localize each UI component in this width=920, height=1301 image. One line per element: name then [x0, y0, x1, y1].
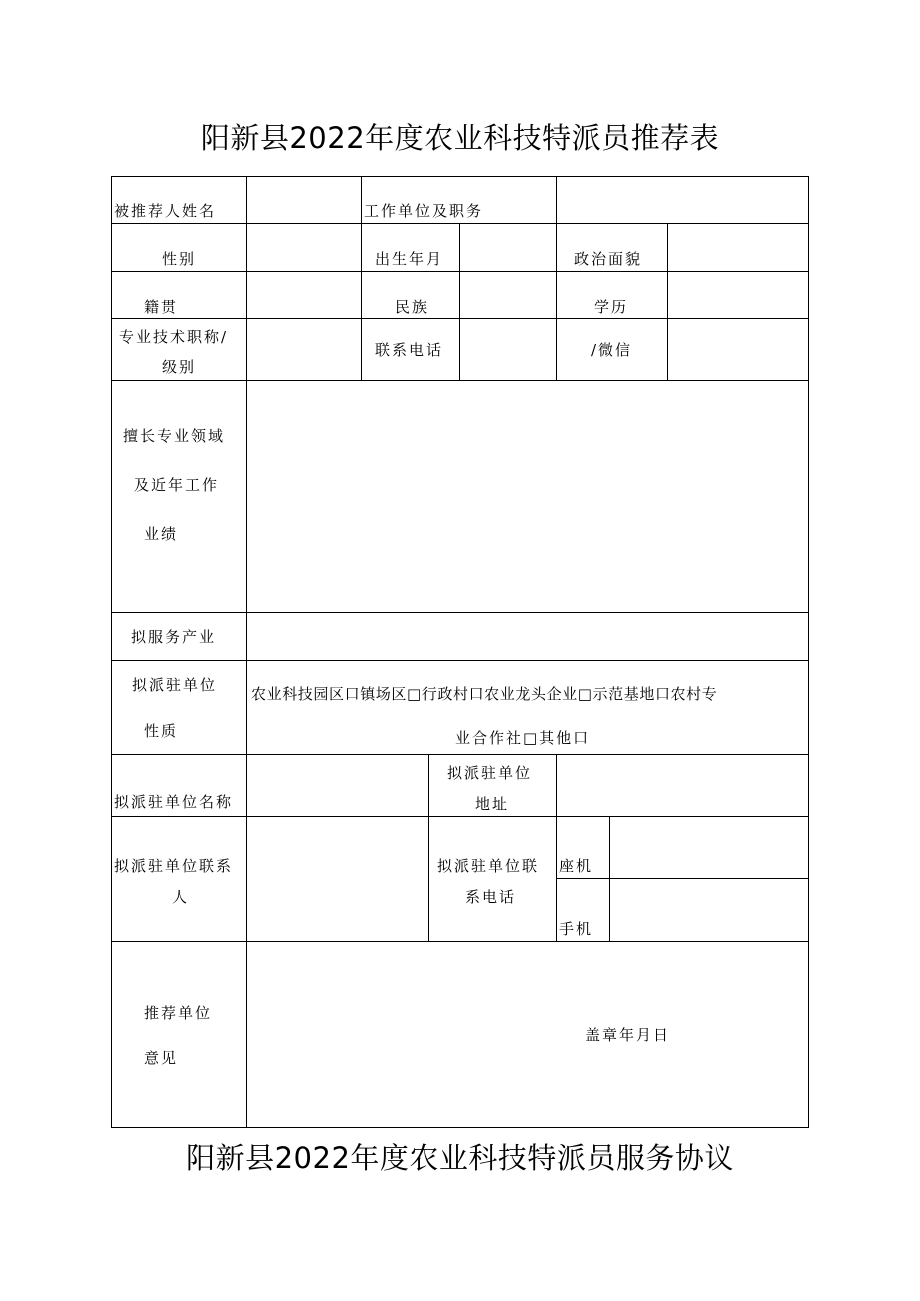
agreement-title: 阳新县2022年度农业科技特派员服务协议 — [186, 1141, 734, 1175]
table-line — [111, 754, 809, 755]
label-unit-address: 地址 — [475, 795, 510, 813]
table-line — [111, 176, 809, 177]
table-line — [111, 318, 809, 319]
label-mobile: 手机 — [559, 920, 594, 938]
label-wechat: /微信 — [591, 341, 633, 359]
table-line — [361, 176, 362, 381]
form-title: 阳新县2022年度农业科技特派员推荐表 — [200, 121, 720, 155]
label-unit-nature: 性质 — [144, 722, 179, 740]
table-line — [111, 1127, 809, 1128]
unit-nature-options: 农业科技园区口镇场区□行政村口农业龙头企业□示范基地口农村专 — [251, 685, 718, 703]
label-expertise: 及近年工作 — [134, 476, 220, 494]
label-political: 政治面貌 — [574, 250, 643, 268]
label-native-place: 籍贯 — [144, 298, 179, 316]
table-line — [246, 176, 247, 1128]
label-prof-level: 级别 — [162, 358, 197, 376]
label-landline: 座机 — [559, 857, 594, 875]
label-phone: 联系电话 — [375, 341, 444, 359]
label-unit-phone: 系电话 — [465, 888, 517, 906]
label-recommend: 推荐单位 — [144, 1004, 213, 1022]
label-ethnicity: 民族 — [395, 298, 430, 316]
unit-nature-options: 业合作社□其他口 — [455, 729, 591, 747]
label-work-unit: 工作单位及职务 — [364, 202, 484, 220]
label-unit-address: 拟派驻单位 — [447, 764, 533, 782]
label-birth: 出生年月 — [375, 250, 444, 268]
label-unit-contact: 人 — [172, 888, 190, 906]
table-line — [111, 223, 809, 224]
label-industry: 拟服务产业 — [131, 628, 217, 646]
label-gender: 性别 — [162, 250, 197, 268]
label-expertise: 业绩 — [144, 525, 179, 543]
label-education: 学历 — [594, 298, 629, 316]
label-unit-contact: 拟派驻单位联系 — [114, 857, 234, 875]
table-line — [556, 754, 557, 942]
label-unit-name: 拟派驻单位名称 — [114, 793, 234, 811]
table-line — [459, 223, 460, 381]
table-line — [111, 941, 809, 942]
label-unit-phone: 拟派驻单位联 — [437, 857, 540, 875]
table-line — [556, 176, 557, 381]
table-line — [111, 380, 809, 381]
label-recommend: 意见 — [144, 1049, 179, 1067]
seal-date: 盖章年月日 — [585, 1026, 671, 1044]
table-line — [111, 660, 809, 661]
label-expertise: 擅长专业领域 — [123, 427, 226, 445]
table-line — [111, 271, 809, 272]
table-line — [667, 223, 668, 381]
label-prof-title: 专业技术职称/ — [119, 328, 229, 346]
label-name: 被推荐人姓名 — [114, 202, 217, 220]
table-line — [111, 816, 809, 817]
table-line — [609, 816, 610, 942]
table-line — [556, 878, 809, 879]
table-line — [428, 754, 429, 942]
table-line — [111, 612, 809, 613]
label-unit-nature: 拟派驻单位 — [132, 676, 218, 694]
